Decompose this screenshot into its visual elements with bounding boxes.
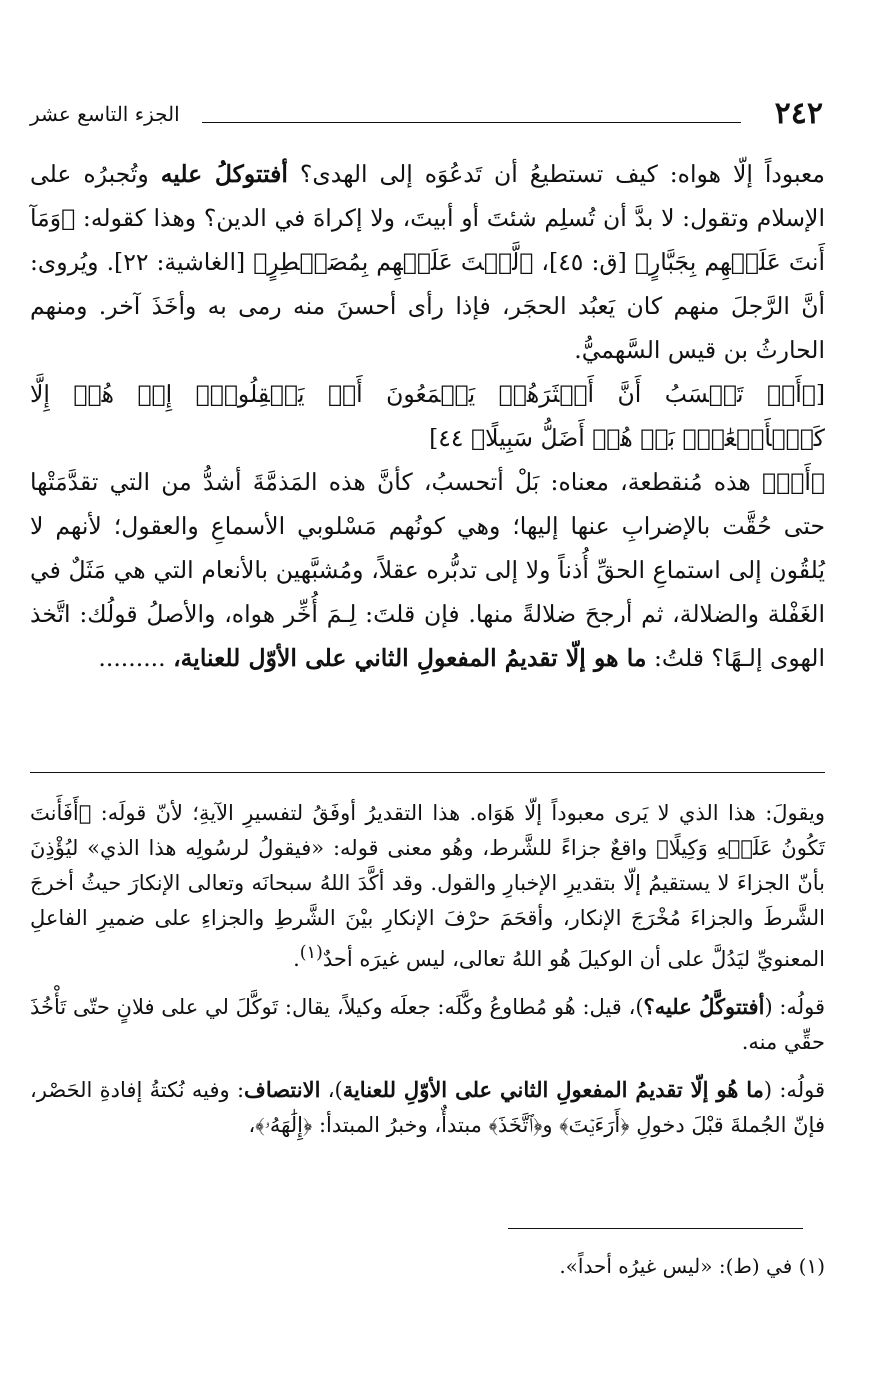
commentary-divider: [30, 772, 825, 773]
commentary-paragraph-2: [30, 989, 825, 1060]
text: قولُه: (: [763, 1078, 825, 1102]
text: )،: [320, 1078, 343, 1102]
paragraph-3-start: ﴿أَمۡ﴾ هذه مُنقطعة، معناه: بَلْ أتحسبُ، كأنَّ هذه المَذمَّةَ أشدُّ من التي تقدَّمَتْها حتى حُقَّت بالإضرابِ عنها إليها؛ وهي كونُهم مَسْلوبي الأسماعِ والعقول؛ لأنهم لا يُلقُون إلى استماعِ الحقِّ أُذناً ولا إلى تدبُّره عقلاً، ومُشبَّهين بالأنعام التي هي مَثَلٌ في الغَفْلة والضلالة، ثم أرجحَ ضلالةً منها. فإن قلتَ: لِـمَ أُخِّر هواه، والأصلُ قولُك: اتَّخذ الهوى إلـهًا؟ قلتُ:: [30, 468, 825, 672]
ellipsis: .........: [98, 644, 174, 672]
header-rule: [202, 122, 741, 123]
footnote-marker: (١): [299, 943, 323, 963]
period: .: [293, 947, 300, 971]
bold-phrase: أفتتوكلُ عليه: [160, 160, 288, 188]
text: )، قيل: هُو مُطاوعُ وكَّلَه: جعلَه وكيلاً، يقال: تَوكَّلَ لي على فلانٍ حتّى تَأْخُذَ حقِّي منه.: [30, 995, 825, 1054]
text: قولُه: (: [764, 995, 825, 1019]
paragraph-3: [30, 460, 825, 680]
paragraph-1-rest: وتُجبرُه على الإسلام وتقول: لا بدَّ أن تُسلِم شئتَ أو أبيتَ، ولا إكراهَ في الدين؟ وهذا كقوله: ﴿وَمَآ أَنتَ عَلَيۡهِم بِجَبَّارٍ﴾ [ق: ٤٥]، ﴿لَّسۡتَ عَلَيۡهِم بِمُصَيۡطِرٍ﴾ [الغاشية: ٢٢]. ويُروى: أنَّ الرَّجلَ منهم كان يَعبُد الحجَر، فإذا رأى أحسنَ منه رمى به وأخَذَ آخر. ومنهم الحارثُ بن قيس السَّهميُّ.: [30, 160, 825, 364]
text: : وفيه نُكتةُ إفادةِ الحَصْر، فإنّ الجُملةَ قبْلَ دخولِ ﴿أَرَءَيۡتَ﴾ و﴿ٱتَّخَذَ﴾ مبتدأٌ، وخبرُ المبتدأ: ﴿إِلَٰهَهُۥ﴾،: [30, 1078, 825, 1137]
paragraph-1: [30, 152, 825, 372]
part-title: الجزء التاسع عشر: [30, 102, 180, 126]
commentary: [30, 796, 825, 1143]
footnote-rule: [508, 1228, 803, 1229]
main-text: [30, 152, 825, 680]
commentary-paragraph-3: [30, 1072, 825, 1143]
page-number: ٢٤٢: [774, 96, 823, 131]
bold-phrase: ما هو إلّا تقديمُ المفعولِ الثاني على الأوّل للعناية،: [173, 644, 647, 672]
footnote: (١) في (ط): «ليس غيرُه أحداً».: [559, 1254, 825, 1278]
commentary-text: ويقولَ: هذا الذي لا يَرى معبوداً إلّا هَوَاه. هذا التقديرُ أوفَقُ لتفسيرِ الآيةِ؛ لأنّ قولَه: ﴿أَفَأَنتَ تَكُونُ عَلَيۡهِ وَكِيلًا﴾ واقعٌ جزاءً للشَّرط، وهُو معنى قوله: «فيقولُ لرسُولِه هذا الذي» ليُؤْذِنَ بأنّ الجزاءَ لا يستقيمُ إلّا بتقديرِ الإخبارِ والقول. وقد أكَّدَ اللهُ سبحانَه وتعالى الإنكارَ حيثُ أخرجَ الشَّرطَ والجزاءَ مُخْرَجَ الإنكار، وأقحَمَ حرْفَ الإنكارِ بيْنَ الشَّرطِ والجزاءِ على ضميرِ الفاعلِ المعنويِّ ليَدُلَّ على أن الوكيلَ هُو اللهُ تعالى، ليس غيرَه أحدٌ: [30, 801, 826, 971]
commentary-paragraph-1: [30, 796, 825, 977]
paragraph-1-start: معبوداً إلّا هواه: كيف تستطيعُ أن تَدعُوَه إلى الهدى؟: [287, 160, 825, 188]
source-name: الانتصاف: [244, 1077, 321, 1102]
quran-verse: [﴿أَمۡ تَحۡسَبُ أَنَّ أَكۡثَرَهُمۡ يَسۡمَعُونَ أَوۡ يَعۡقِلُونَۚ إِنۡ هُمۡ إِلَّا كَٱلۡأَنۡعَٰمِۖ بَلۡ هُمۡ أَضَلُّ سَبِيلًا﴾ ٤٤]: [30, 380, 825, 452]
bold-phrase: ما هُو إلّا تقديمُ المفعولِ الثاني على الأوّلِ للعناية: [342, 1077, 764, 1102]
running-header: [30, 98, 825, 138]
bold-phrase: أفتتوكَّلُ عليه؟: [643, 994, 765, 1019]
